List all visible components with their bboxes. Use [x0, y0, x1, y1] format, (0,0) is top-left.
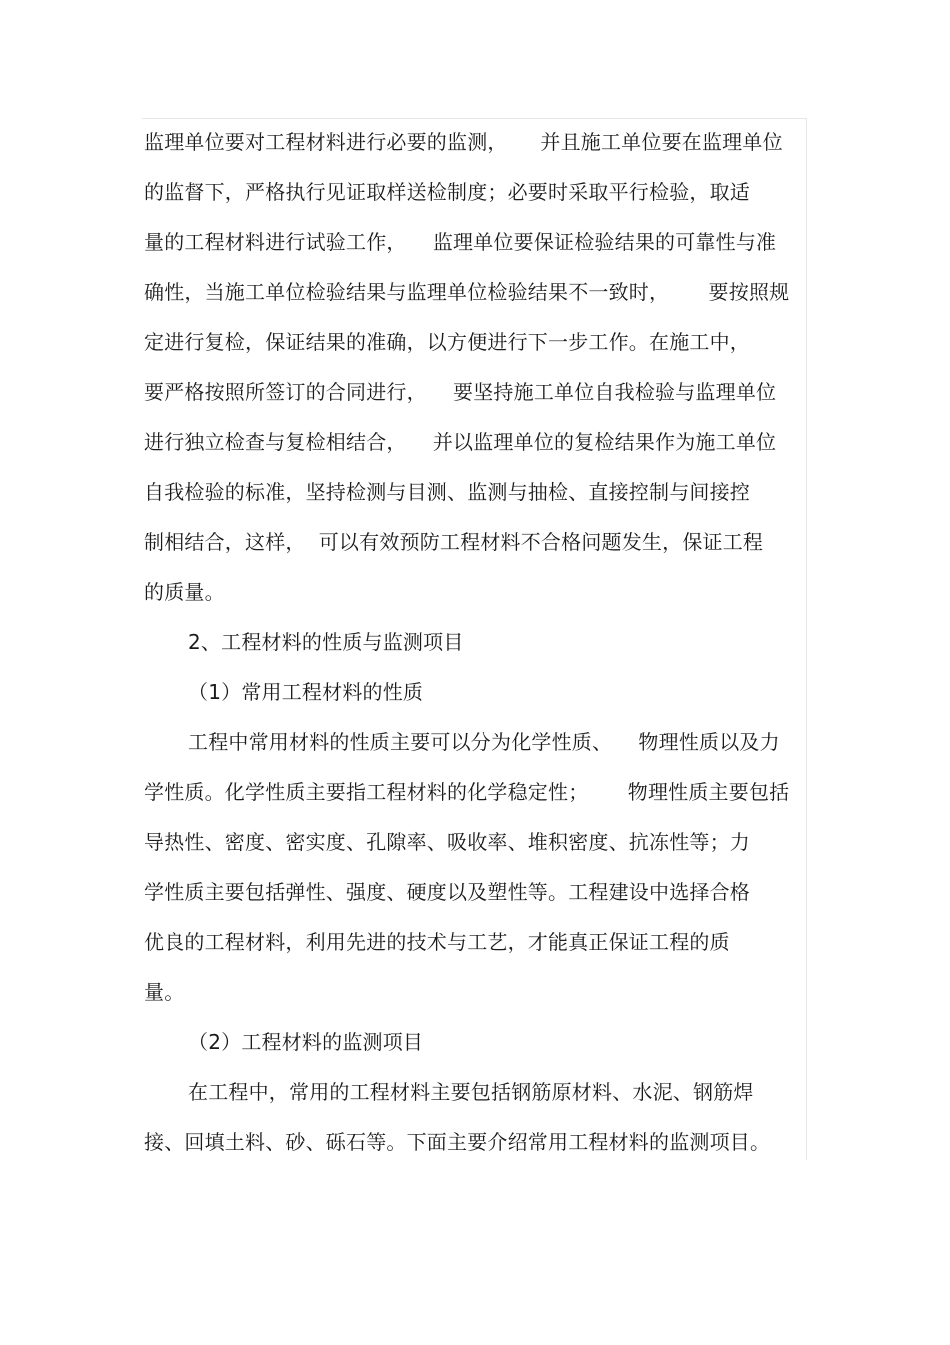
text-line-8: 自我检验的标准，坚持检测与目测、监测与抽检、直接控制与间接控 — [144, 480, 750, 504]
text-line-18: 量。 — [144, 980, 185, 1004]
text-line-1: 监理单位要对工程材料进行必要的监测， 并且施工单位要在监理单位 — [144, 130, 783, 154]
text-line-14: 学性质。化学性质主要指工程材料的化学稳定性； 物理性质主要包括 — [144, 780, 790, 804]
text-line-10: 的质量。 — [144, 580, 225, 604]
text-line-7: 进行独立检查与复检相结合， 并以监理单位的复检结果作为施工单位 — [144, 430, 777, 454]
text-line-21: 接、回填土料、砂、砾石等。下面主要介绍常用工程材料的监测项目。 — [144, 1130, 771, 1154]
text-line-9: 制相结合，这样， 可以有效预防工程材料不合格问题发生，保证工程 — [144, 530, 764, 554]
document-body — [144, 122, 809, 1172]
subsection-heading-1: （1）常用工程材料的性质 — [188, 680, 424, 704]
text-line-16: 学性质主要包括弹性、强度、硬度以及塑性等。工程建设中选择合格 — [144, 880, 750, 904]
text-line-13: 工程中常用材料的性质主要可以分为化学性质、 物理性质以及力 — [188, 730, 780, 754]
text-line-2: 的监督下，严格执行见证取样送检制度；必要时采取平行检验，取适 — [144, 180, 750, 204]
text-line-20: 在工程中，常用的工程材料主要包括钢筋原材料、水泥、钢筋焊 — [188, 1080, 754, 1104]
text-line-4: 确性，当施工单位检验结果与监理单位检验结果不一致时， 要按照规 — [144, 280, 790, 304]
text-line-15: 导热性、密度、密实度、孔隙率、吸收率、堆积密度、抗冻性等；力 — [144, 830, 750, 854]
text-line-5: 定进行复检，保证结果的准确，以方便进行下一步工作。在施工中， — [144, 330, 750, 354]
section-heading: 2、工程材料的性质与监测项目 — [188, 630, 464, 654]
text-line-3: 量的工程材料进行试验工作， 监理单位要保证检验结果的可靠性与准 — [144, 230, 777, 254]
text-line-17: 优良的工程材料，利用先进的技术与工艺，才能真正保证工程的质 — [144, 930, 730, 954]
subsection-heading-2: （2）工程材料的监测项目 — [188, 1030, 424, 1054]
text-line-6: 要严格按照所签订的合同进行， 要坚持施工单位自我检验与监理单位 — [144, 380, 777, 404]
